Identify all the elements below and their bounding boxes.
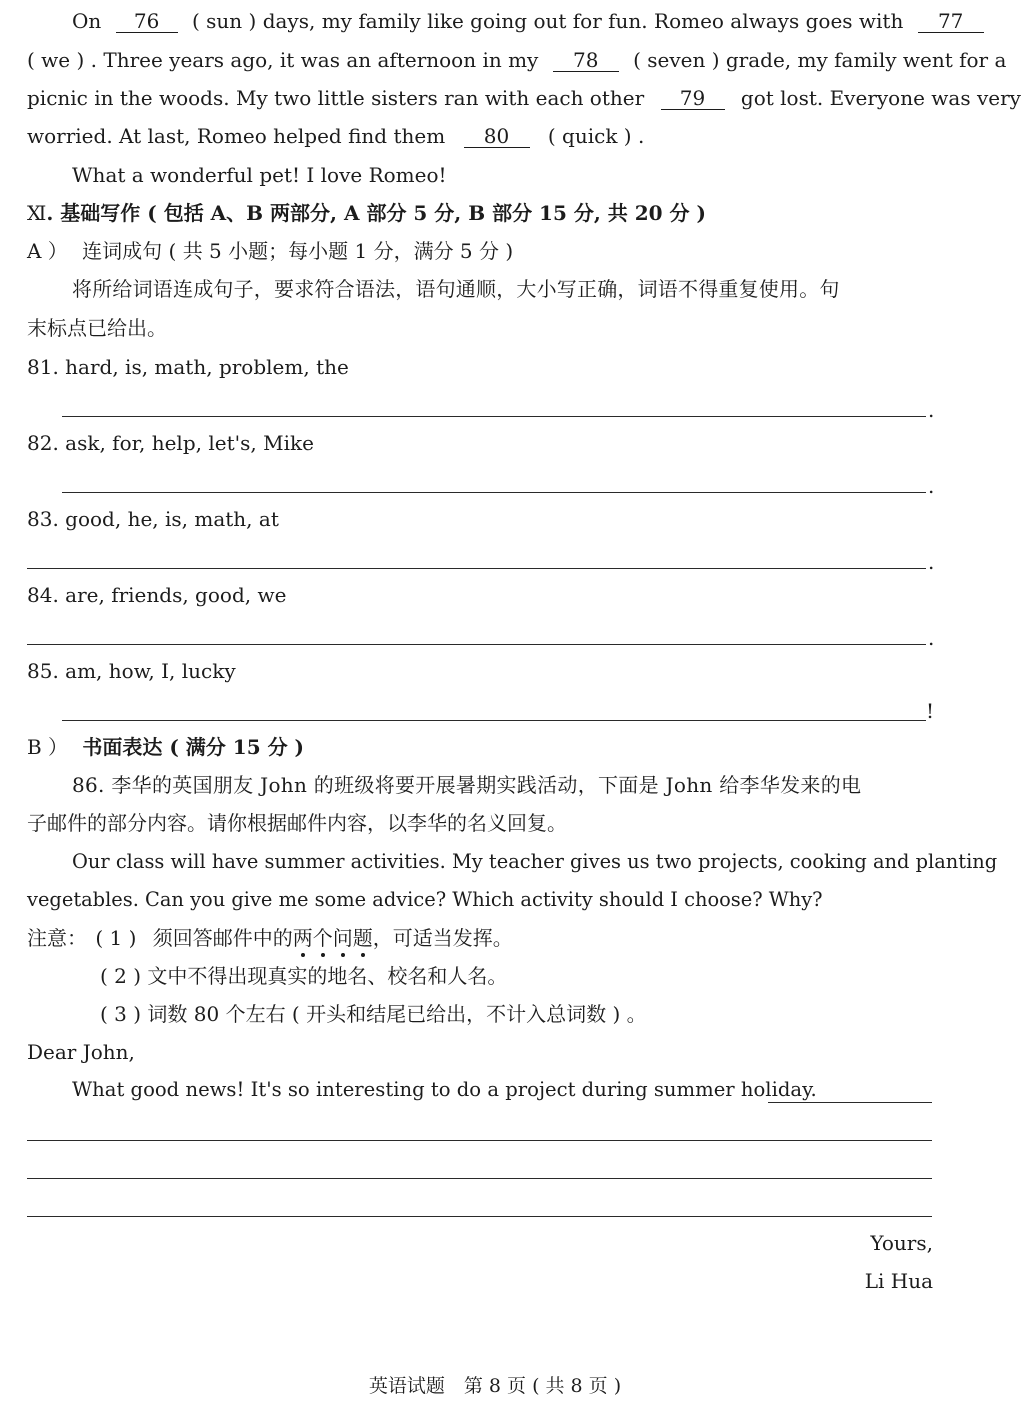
note-1-text: ，可适当发挥。 [372,926,513,950]
q86-line-1: 86. 李华的英国朋友 John 的班级将要开展暑期实践活动，下面是 John 给李华发来的电 [72,773,862,797]
blank-79: 79 [661,88,725,110]
writing-line-1[interactable] [27,1140,932,1141]
passage-text: picnic in the woods. My two little sisters ran with each other [27,86,645,110]
section-11-heading [27,203,706,223]
email-line-1: Our class will have summer activities. My teacher gives us two projects, cooking and planting [72,850,998,873]
writing-line-2[interactable] [27,1178,932,1179]
writing-line-0[interactable] [768,1102,932,1103]
passage-line-5: What a wonderful pet! I love Romeo! [72,163,447,187]
passage-line-3 [27,88,1021,110]
end-punct-81: . [928,398,935,422]
part-a-instruction-1: 将所给词语连成句子，要求符合语法，语句通顺，大小写正确，词语不得重复使用。句 [72,277,840,301]
emphasis-char: 两 [292,926,313,950]
passage-text: ( we ) . Three years ago, it was an afternoon in my [27,48,539,72]
blank-80: 80 [464,126,530,148]
passage-text: worried. At last, Romeo helped find them [27,124,446,148]
end-punct-82: . [928,474,935,498]
letter-signature: Li Hua [864,1269,933,1293]
end-punct-83: . [928,550,935,574]
answer-line-85[interactable] [62,720,926,721]
question-84: 84. are, friends, good, we [27,583,287,607]
note-label: 注意： [27,926,87,950]
emphasis-char: 问 [332,926,353,950]
note-3: ( 3 ) 词数 80 个左右 ( 开头和结尾已给出，不计入总词数 ) 。 [100,1002,647,1026]
passage-text: ( quick ) . [547,124,645,148]
blank-77: 77 [918,11,984,33]
writing-line-3[interactable] [27,1216,932,1217]
answer-line-84[interactable] [27,644,926,645]
q86-line-2: 子邮件的部分内容。请你根据邮件内容，以李华的名义回复。 [27,811,567,835]
section-title: . 基础写作 [46,201,141,225]
email-line-2: vegetables. Can you give me some advice? Which activity should I choose? Why? [27,888,823,911]
passage-line-2 [27,50,1006,72]
part-a-heading [27,241,513,261]
part-a-instruction-2: 末标点已给出。 [27,316,167,340]
end-punct-84: . [928,626,935,650]
passage-text: On [72,9,102,33]
section-numeral: Ⅺ [27,201,47,225]
answer-line-83[interactable] [27,568,926,569]
letter-closing: Yours, [870,1231,933,1255]
note-1 [27,928,513,948]
note-2: ( 2 ) 文中不得出现真实的地名、校名和人名。 [100,964,508,988]
passage-text: got lost. Everyone was very [740,86,1021,110]
emphasis-char: 个 [312,926,333,950]
question-81: 81. hard, is, math, problem, the [27,355,349,379]
note-1-number: ( 1 ) [95,926,137,950]
question-82: 82. ask, for, help, let's, Mike [27,431,314,455]
blank-76: 76 [116,11,178,33]
part-a-title: 连词成句 ( 共 5 小题；每小题 1 分，满分 5 分 ) [82,239,514,263]
part-b-label: B ） [27,735,69,759]
part-b-heading [27,737,304,757]
letter-opening: What good news! It's so interesting to do a project during summer holiday. [72,1078,817,1101]
emphasis-char: 题 [352,926,373,950]
answer-line-82[interactable] [62,492,926,493]
answer-line-81[interactable] [62,416,926,417]
section-note: ( 包括 A、B 两部分, A 部分 5 分, B 部分 15 分, 共 20 分 ) [140,201,706,225]
letter-greeting: Dear John, [27,1040,135,1064]
note-1-text: 须回答邮件中的 [152,926,293,950]
end-punct-85: ! [926,699,935,723]
passage-text: ( seven ) grade, my family went for a [633,48,1007,72]
blank-78: 78 [553,50,619,72]
page-footer: 英语试题 第 8 页 ( 共 8 页 ) [368,1375,622,1397]
question-85: 85. am, how, I, lucky [27,659,236,683]
part-a-label: A ） [27,239,68,263]
part-b-title: 书面表达 [82,735,163,759]
passage-line-1 [72,11,984,33]
question-83: 83. good, he, is, math, at [27,507,279,531]
passage-text: ( sun ) days, my family like going out for fun. Romeo always goes with [192,9,904,33]
passage-line-4 [27,126,644,148]
part-b-score: ( 满分 15 分 ) [162,735,304,759]
